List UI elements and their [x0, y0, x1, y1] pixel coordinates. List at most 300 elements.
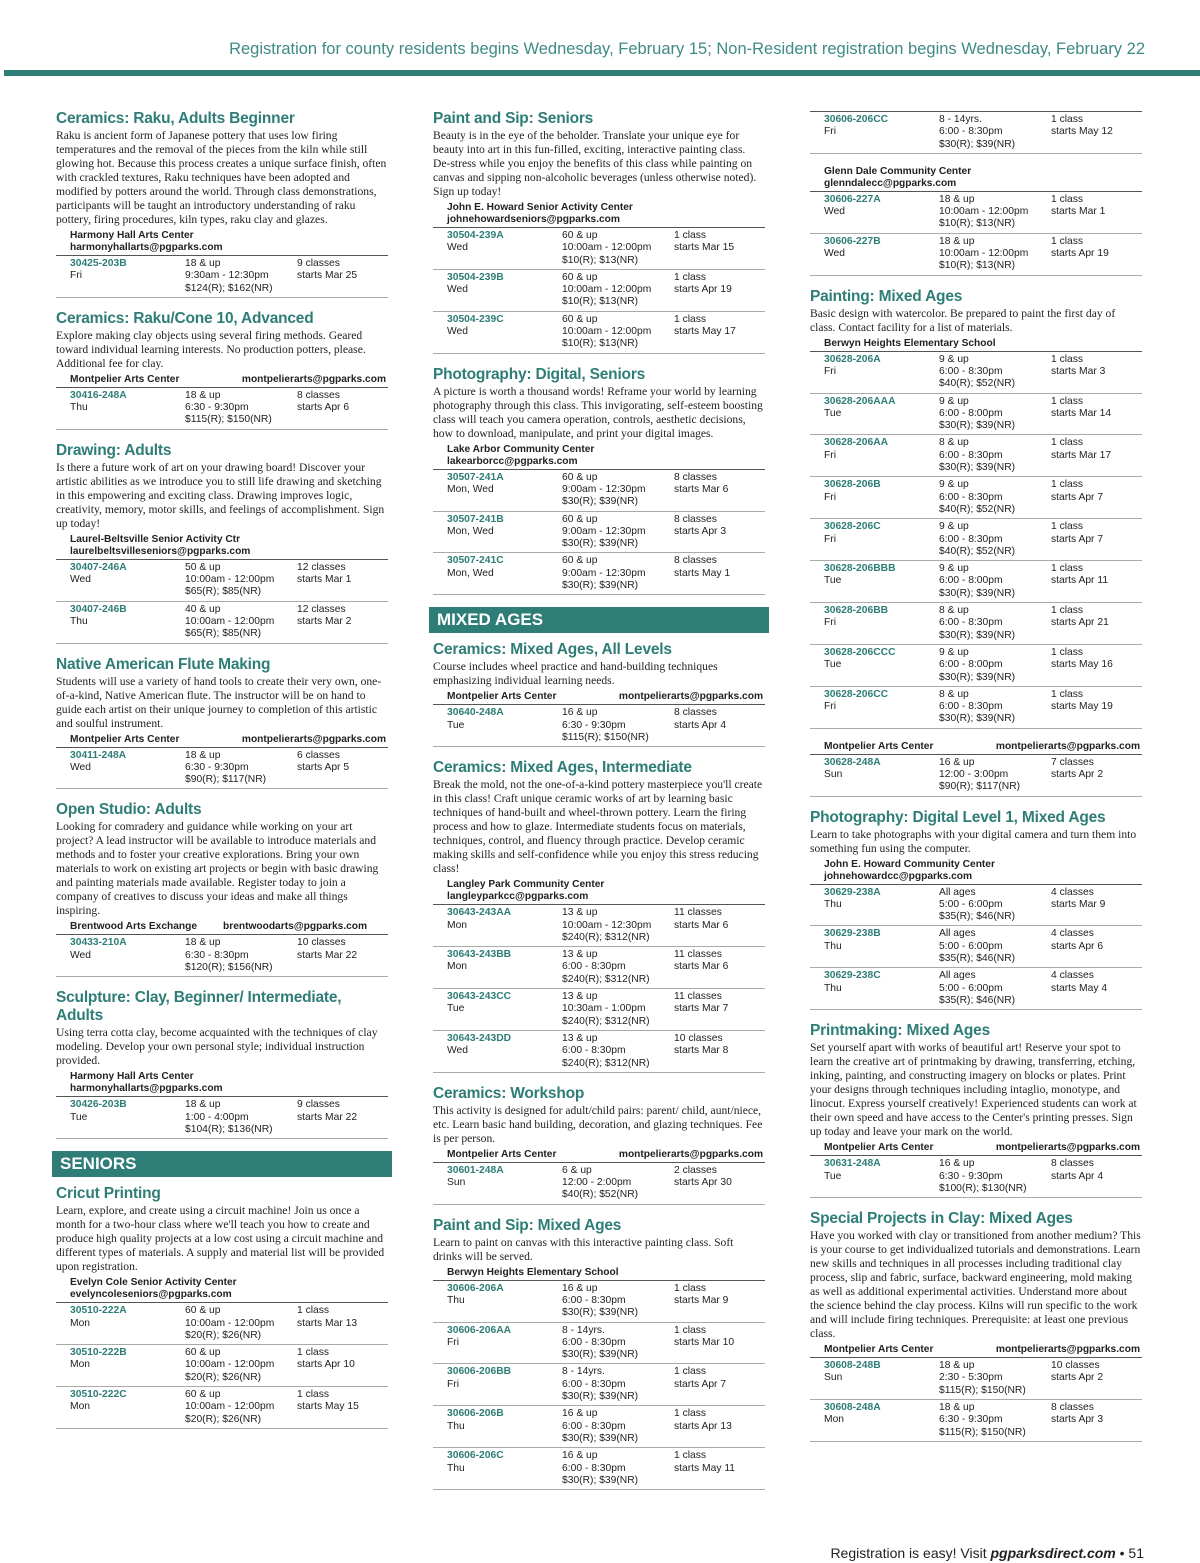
class-row[interactable] — [810, 1156, 1142, 1198]
class-code[interactable]: 30504-239B — [447, 271, 504, 283]
class-code[interactable]: 30628-206C — [824, 521, 881, 533]
class-code[interactable]: 30608-248B — [824, 1360, 881, 1372]
start-date: starts Apr 4 — [674, 719, 727, 731]
session-count: 11 classes — [674, 949, 722, 961]
course-section — [56, 110, 388, 298]
age-range: 60 & up — [562, 271, 598, 283]
course-section — [810, 741, 1142, 797]
class-fee: $115(R); $150(NR) — [185, 414, 272, 426]
start-date: starts Mar 14 — [1051, 407, 1112, 419]
facility-email[interactable]: glenndalecc@pgparks.com — [824, 177, 957, 189]
footer-prefix: Registration is easy! Visit — [830, 1545, 991, 1561]
age-range: 60 & up — [562, 313, 598, 325]
class-time: 6:00 - 8:30pm — [939, 449, 1003, 461]
class-code[interactable]: 30507-241C — [447, 555, 504, 567]
facility-email[interactable]: evelyncoleseniors@pgparks.com — [70, 1289, 232, 1301]
class-code[interactable]: 30606-227B — [824, 235, 881, 247]
facility-name: Berwyn Heights Elementary School — [447, 1266, 619, 1278]
class-fee: $40(R); $52(NR) — [939, 545, 1016, 557]
class-row[interactable] — [433, 512, 765, 554]
class-row[interactable] — [56, 1345, 388, 1387]
class-code[interactable]: 30606-206A — [447, 1282, 504, 1294]
class-row[interactable] — [433, 989, 765, 1031]
session-count: 8 classes — [674, 471, 717, 483]
class-row[interactable] — [810, 645, 1142, 687]
class-fee: $115(R); $150(NR) — [939, 1384, 1026, 1396]
age-range: 13 & up — [562, 1032, 598, 1044]
class-code[interactable]: 30643-243AA — [447, 907, 512, 919]
age-range: 18 & up — [185, 1099, 221, 1111]
class-time: 9:00am - 12:30pm — [562, 483, 646, 495]
class-code[interactable]: 30629-238B — [824, 928, 881, 940]
class-code[interactable]: 30628-206AAA — [824, 395, 896, 407]
age-range: 16 & up — [562, 1282, 598, 1294]
class-fee: $100(R); $130(NR) — [939, 1182, 1027, 1194]
age-range: All ages — [939, 928, 976, 940]
class-code[interactable]: 30504-239A — [447, 230, 504, 241]
class-time: 9:30am - 12:30pm — [185, 270, 269, 282]
class-time: 5:00 - 6:00pm — [939, 982, 1003, 994]
age-range: 9 & up — [939, 395, 969, 407]
session-count: 8 classes — [674, 707, 717, 719]
session-count: 1 class — [674, 1324, 707, 1336]
age-range: 60 & up — [562, 471, 598, 483]
class-code[interactable]: 30606-206CC — [824, 114, 889, 125]
class-day: Fri — [447, 1336, 460, 1348]
facility-name: Evelyn Cole Senior Activity Center — [70, 1277, 237, 1289]
class-fee: $65(R); $85(NR) — [185, 586, 262, 598]
column-3 — [810, 110, 1142, 1454]
header-rule — [4, 70, 1200, 76]
class-fee: $30(R); $39(NR) — [562, 1349, 639, 1361]
facility-info — [810, 166, 1142, 190]
class-code[interactable]: 30629-238C — [824, 970, 881, 982]
class-code[interactable]: 30411-248A — [70, 749, 127, 761]
course-title: Paint and Sip: Mixed Ages — [433, 1216, 622, 1234]
facility-name: Montpelier Arts Center — [447, 1148, 557, 1160]
class-code[interactable]: 30643-243CC — [447, 991, 512, 1003]
start-date: starts Mar 8 — [674, 1045, 729, 1057]
class-row[interactable] — [433, 1031, 765, 1073]
session-count: 7 classes — [1051, 756, 1094, 768]
class-fee: $35(R); $46(NR) — [939, 994, 1016, 1006]
facility-line — [447, 691, 765, 703]
class-code[interactable]: 30425-203B — [70, 258, 127, 269]
class-fee: $30(R); $39(NR) — [939, 629, 1016, 641]
class-row[interactable] — [56, 602, 388, 644]
class-day: Fri — [70, 270, 83, 282]
class-code[interactable]: 30628-206CCC — [824, 646, 896, 658]
course-section — [810, 166, 1142, 276]
class-day: Thu — [447, 1294, 465, 1306]
facility-name: Berwyn Heights Elementary School — [824, 337, 996, 349]
class-code[interactable]: 30407-246B — [70, 603, 127, 615]
facility-name: John E. Howard Community Center — [824, 858, 995, 870]
class-code[interactable]: 30628-206CC — [824, 688, 889, 700]
class-code[interactable]: 30643-243BB — [447, 949, 512, 961]
course-description: Learn to paint on canvas with this interactive painting class. Soft drinks will be served. — [433, 1235, 734, 1263]
session-count: 1 class — [1051, 688, 1084, 700]
class-day: Fri — [824, 365, 837, 377]
class-row[interactable] — [810, 755, 1142, 797]
course-section — [810, 111, 1142, 154]
start-date: starts May 11 — [674, 1462, 736, 1474]
class-fee: $30(R); $39(NR) — [939, 462, 1016, 474]
facility-info — [56, 1277, 388, 1301]
session-count: 4 classes — [1051, 928, 1094, 940]
facility-name: Montpelier Arts Center — [824, 1142, 934, 1154]
age-range: 60 & up — [562, 513, 598, 525]
class-day: Tue — [824, 659, 842, 671]
class-row[interactable] — [433, 705, 765, 747]
facility-email[interactable]: laurelbeltsvilleseniors@pgparks.com — [70, 545, 251, 557]
class-day: Mon — [824, 1414, 845, 1426]
class-fee: $240(R); $312(NR) — [562, 1057, 650, 1069]
class-time: 10:00am - 12:30pm — [562, 919, 652, 931]
facility-email[interactable]: montpelierarts@pgparks.com — [995, 1344, 1140, 1356]
class-row[interactable] — [433, 553, 765, 595]
class-row[interactable] — [810, 561, 1142, 603]
class-time: 6:30 - 8:30pm — [185, 949, 249, 961]
facility-line — [824, 1344, 1142, 1356]
class-day: Fri — [824, 533, 837, 545]
start-date: starts Apr 3 — [674, 525, 727, 537]
column-1 — [56, 110, 388, 1441]
class-day: Fri — [824, 491, 837, 503]
facility-info — [810, 859, 1142, 883]
class-day: Wed — [447, 284, 468, 296]
age-range: 8 & up — [939, 688, 969, 700]
class-code[interactable]: 30606-227A — [824, 193, 881, 205]
class-code[interactable]: 30507-241B — [447, 513, 504, 525]
class-day: Tue — [824, 575, 842, 587]
course-title: Paint and Sip: Seniors — [433, 110, 594, 127]
class-day: Thu — [447, 1420, 465, 1432]
class-time: 10:00am - 12:00pm — [185, 615, 275, 627]
session-count: 8 classes — [1051, 1158, 1094, 1170]
facility-info — [433, 691, 765, 703]
age-range: 16 & up — [562, 1408, 598, 1420]
class-time: 5:00 - 6:00pm — [939, 898, 1003, 910]
facility-info — [433, 444, 765, 468]
class-row[interactable] — [56, 748, 388, 790]
class-day: Sun — [824, 1372, 843, 1384]
facility-info — [810, 338, 1142, 350]
class-fee: $240(R); $312(NR) — [562, 1015, 650, 1027]
session-count: 1 class — [1051, 479, 1084, 491]
age-range: 13 & up — [562, 991, 598, 1003]
class-row[interactable] — [810, 1400, 1142, 1442]
class-code[interactable]: 30510-222A — [70, 1305, 127, 1317]
class-fee: $240(R); $312(NR) — [562, 931, 650, 943]
class-row[interactable] — [810, 477, 1142, 519]
class-code[interactable]: 30640-248A — [447, 707, 504, 719]
class-fee: $40(R); $52(NR) — [939, 378, 1016, 390]
session-count: 1 class — [1051, 563, 1084, 575]
session-count: 1 class — [297, 1305, 330, 1317]
facility-email[interactable]: montpelierarts@pgparks.com — [241, 733, 386, 745]
session-count: 10 classes — [1051, 1360, 1100, 1372]
age-range: 16 & up — [562, 707, 598, 719]
class-fee: $65(R); $85(NR) — [185, 628, 262, 640]
class-code[interactable]: 30606-206AA — [447, 1324, 512, 1336]
course-section — [810, 1210, 1142, 1442]
start-date: starts Apr 19 — [674, 284, 732, 296]
age-range: All ages — [939, 886, 976, 898]
facility-email[interactable]: brentwoodarts@pgparks.com — [223, 921, 368, 933]
class-row[interactable] — [433, 947, 765, 989]
class-code[interactable]: 30601-248A — [447, 1164, 504, 1176]
class-fee: $20(R); $26(NR) — [185, 1413, 262, 1425]
class-code[interactable]: 30426-203B — [70, 1099, 127, 1111]
age-range: 13 & up — [562, 907, 598, 919]
class-time: 9:00am - 12:30pm — [562, 567, 646, 579]
class-row[interactable] — [810, 435, 1142, 477]
class-time: 6:30 - 9:30pm — [185, 402, 249, 414]
class-time: 6:00 - 8:00pm — [939, 407, 1003, 419]
class-row[interactable] — [433, 228, 765, 270]
class-row[interactable] — [810, 192, 1142, 234]
course-title: Open Studio: Adults — [56, 801, 202, 819]
age-range: 8 - 14yrs. — [562, 1366, 605, 1378]
class-row[interactable] — [433, 1448, 765, 1490]
class-day: Sun — [824, 768, 843, 780]
class-day: Thu — [70, 402, 88, 414]
facility-email[interactable]: langleyparkcc@pgparks.com — [447, 891, 589, 903]
class-day: Wed — [70, 761, 91, 773]
age-range: 8 - 14yrs. — [939, 114, 982, 125]
class-day: Thu — [824, 982, 842, 994]
class-row[interactable] — [810, 112, 1142, 154]
session-count: 8 classes — [297, 389, 340, 401]
age-range: 9 & up — [939, 521, 969, 533]
class-row[interactable] — [56, 1097, 388, 1139]
class-time: 9:00am - 12:30pm — [562, 525, 646, 537]
class-time: 10:00am - 12:00pm — [562, 242, 652, 254]
start-date: starts Mar 6 — [674, 961, 729, 973]
facility-email[interactable]: johnehowardseniors@pgparks.com — [447, 214, 620, 225]
course-description: Course includes wheel practice and hand-building techniques emphasizing individual learning needs. — [433, 660, 718, 688]
session-count: 1 class — [674, 1450, 707, 1462]
session-count: 1 class — [674, 1408, 707, 1420]
course-description: Students will use a variety of hand tools to create their very own, one-of-a-kind, Native American flute. The instructor will be on hand to guide each artist on their unique journey to completion of this artistic and soulful instrument. — [56, 674, 382, 730]
class-fee: $30(R); $39(NR) — [939, 671, 1016, 683]
class-time: 6:00 - 8:30pm — [562, 1420, 626, 1432]
course-description: A picture is worth a thousand words! Reframe your world by learning photography through this class. This invigorating, self-esteem boosting class will teach you camera operation, controls, aesthetic decisions, how to download, manipulate, and print your digital images. — [433, 384, 763, 440]
start-date: starts May 4 — [1051, 982, 1108, 994]
section-band: MIXED AGES — [429, 607, 769, 633]
session-count: 1 class — [1051, 114, 1084, 125]
class-row[interactable] — [810, 603, 1142, 645]
class-code[interactable]: 30608-248A — [824, 1402, 881, 1414]
class-code[interactable]: 30628-206B — [824, 479, 881, 491]
class-code[interactable]: 30629-238A — [824, 886, 881, 898]
course-title: Ceramics: Raku/Cone 10, Advanced — [56, 309, 314, 327]
age-range: 8 & up — [939, 605, 969, 617]
start-date: starts Mar 25 — [297, 270, 358, 282]
class-time: 2:30 - 5:30pm — [939, 1372, 1003, 1384]
class-code[interactable]: 30628-248A — [824, 756, 881, 768]
class-row[interactable] — [810, 885, 1142, 927]
class-row[interactable] — [433, 1323, 765, 1365]
facility-email[interactable]: harmonyhallarts@pgparks.com — [70, 1083, 223, 1095]
facility-name: Langley Park Community Center — [447, 879, 605, 891]
footer-url[interactable]: pgparksdirect.com — [990, 1545, 1116, 1561]
start-date: starts Mar 17 — [1051, 449, 1112, 461]
facility-line — [70, 734, 388, 746]
class-day: Tue — [824, 407, 842, 419]
class-day: Mon — [70, 1317, 91, 1329]
session-count: 1 class — [674, 230, 707, 241]
start-date: starts Apr 30 — [674, 1177, 732, 1189]
class-time: 6:00 - 8:30pm — [562, 1462, 626, 1474]
session-count: 12 classes — [297, 561, 346, 573]
class-row[interactable] — [433, 470, 765, 512]
class-time: 6:00 - 8:30pm — [939, 617, 1003, 629]
facility-line — [70, 921, 388, 933]
class-code[interactable]: 30507-241A — [447, 471, 504, 483]
age-range: 60 & up — [185, 1347, 221, 1359]
facility-name: Lake Arbor Community Center — [447, 443, 595, 455]
class-code[interactable]: 30510-222B — [70, 1347, 127, 1359]
facility-name: Brentwood Arts Exchange — [70, 921, 197, 933]
class-time: 6:30 - 9:30pm — [939, 1170, 1003, 1182]
facility-email[interactable]: lakearborcc@pgparks.com — [447, 455, 578, 467]
facility-info — [433, 879, 765, 903]
class-row[interactable] — [433, 1364, 765, 1406]
start-date: starts Apr 2 — [1051, 768, 1104, 780]
start-date: starts Apr 7 — [674, 1378, 727, 1390]
class-fee: $30(R); $39(NR) — [562, 1432, 639, 1444]
course-section — [810, 809, 1142, 1011]
session-count: 1 class — [1051, 193, 1084, 205]
class-day: Thu — [447, 1462, 465, 1474]
course-section — [810, 288, 1142, 729]
facility-email[interactable]: montpelierarts@pgparks.com — [995, 1142, 1140, 1154]
class-time: 10:00am - 12:00pm — [562, 326, 652, 338]
class-row[interactable] — [810, 234, 1142, 276]
class-code[interactable]: 30631-248A — [824, 1158, 881, 1170]
start-date: starts May 17 — [674, 326, 736, 338]
course-title: Native American Flute Making — [56, 655, 271, 673]
class-code[interactable]: 30628-206AA — [824, 437, 889, 449]
class-day: Thu — [70, 615, 88, 627]
course-description: Using terra cotta clay, become acquainted with the techniques of clay modeling. Develop your own personal style; individual instruction provided. — [56, 1026, 378, 1068]
start-date: starts Mar 9 — [674, 1294, 729, 1306]
start-date: starts Mar 22 — [297, 1111, 358, 1123]
class-day: Sun — [447, 1177, 466, 1189]
class-time: 10:00am - 12:00pm — [939, 206, 1029, 218]
class-code[interactable]: 30628-206A — [824, 353, 881, 365]
class-row[interactable] — [433, 905, 765, 947]
class-day: Mon — [447, 919, 468, 931]
class-code[interactable]: 30504-239C — [447, 313, 504, 325]
class-time: 6:00 - 8:00pm — [939, 659, 1003, 671]
start-date: starts Mar 22 — [297, 949, 358, 961]
age-range: 60 & up — [185, 1305, 221, 1317]
class-row[interactable] — [810, 687, 1142, 729]
class-code[interactable]: 30606-206C — [447, 1450, 504, 1462]
class-time: 6:00 - 8:30pm — [939, 701, 1003, 713]
class-time: 6:00 - 8:00pm — [939, 575, 1003, 587]
age-range: 16 & up — [939, 756, 975, 768]
facility-email[interactable]: montpelierarts@pgparks.com — [241, 373, 386, 385]
class-row[interactable] — [810, 1358, 1142, 1400]
course-section — [56, 310, 388, 430]
class-fee: $115(R); $150(NR) — [939, 1426, 1026, 1438]
class-day: Tue — [70, 1111, 88, 1123]
start-date: starts Mar 6 — [674, 483, 729, 495]
class-day: Mon, Wed — [447, 567, 494, 579]
course-title: Ceramics: Mixed Ages, Intermediate — [433, 759, 692, 777]
class-row[interactable] — [56, 935, 388, 977]
start-date: starts May 12 — [1051, 126, 1113, 138]
class-code[interactable]: 30510-222C — [70, 1389, 127, 1401]
class-fee: $30(R); $39(NR) — [562, 1391, 639, 1403]
class-time: 6:00 - 8:30pm — [562, 1045, 626, 1057]
class-code[interactable]: 30606-206BB — [447, 1366, 512, 1378]
class-row[interactable] — [433, 1281, 765, 1323]
class-code[interactable]: 30606-206B — [447, 1408, 504, 1420]
facility-email[interactable]: montpelierarts@pgparks.com — [995, 740, 1140, 752]
class-code[interactable]: 30407-246A — [70, 561, 127, 573]
class-fee: $10(R); $13(NR) — [562, 296, 639, 308]
course-section — [433, 366, 765, 596]
class-row[interactable] — [810, 926, 1142, 968]
start-date: starts Mar 1 — [1051, 206, 1106, 218]
class-row[interactable] — [56, 560, 388, 602]
course-title: Painting: Mixed Ages — [810, 287, 963, 305]
class-row[interactable] — [810, 394, 1142, 436]
age-range: 60 & up — [562, 555, 598, 567]
facility-email[interactable]: harmonyhallarts@pgparks.com — [70, 242, 223, 253]
class-row[interactable] — [56, 1387, 388, 1429]
course-title: Ceramics: Raku, Adults Beginner — [56, 110, 295, 127]
class-fee: $90(R); $117(NR) — [185, 774, 267, 786]
class-row[interactable] — [810, 352, 1142, 394]
class-time: 6:00 - 8:30pm — [939, 491, 1003, 503]
class-row[interactable] — [56, 388, 388, 430]
class-row[interactable] — [56, 256, 388, 298]
class-row[interactable] — [433, 312, 765, 354]
session-count: 11 classes — [674, 907, 722, 919]
class-code[interactable]: 30628-206BBB — [824, 563, 896, 575]
session-count: 1 class — [674, 271, 707, 283]
class-day: Mon — [70, 1359, 91, 1371]
class-day: Mon, Wed — [447, 483, 494, 495]
class-row[interactable] — [433, 1163, 765, 1205]
class-fee: $40(R); $52(NR) — [562, 1189, 639, 1201]
class-code[interactable]: 30628-206BB — [824, 605, 889, 617]
age-range: 16 & up — [562, 1450, 598, 1462]
facility-email[interactable]: montpelierarts@pgparks.com — [618, 691, 763, 703]
class-code[interactable]: 30643-243DD — [447, 1032, 512, 1044]
class-row[interactable] — [56, 1303, 388, 1345]
class-row[interactable] — [433, 270, 765, 312]
class-code[interactable]: 30433-210A — [70, 937, 127, 949]
class-row[interactable] — [810, 968, 1142, 1010]
class-row[interactable] — [810, 519, 1142, 561]
start-date: starts Apr 4 — [1051, 1170, 1104, 1182]
start-date: starts Mar 10 — [674, 1336, 735, 1348]
facility-email[interactable]: montpelierarts@pgparks.com — [618, 1148, 763, 1160]
class-row[interactable] — [433, 1406, 765, 1448]
class-code[interactable]: 30416-248A — [70, 389, 127, 401]
class-fee: $30(R); $39(NR) — [562, 1474, 639, 1486]
facility-email[interactable]: johnehowardcc@pgparks.com — [824, 870, 973, 882]
class-time: 10:00am - 12:00pm — [939, 248, 1029, 260]
class-day: Thu — [824, 898, 842, 910]
